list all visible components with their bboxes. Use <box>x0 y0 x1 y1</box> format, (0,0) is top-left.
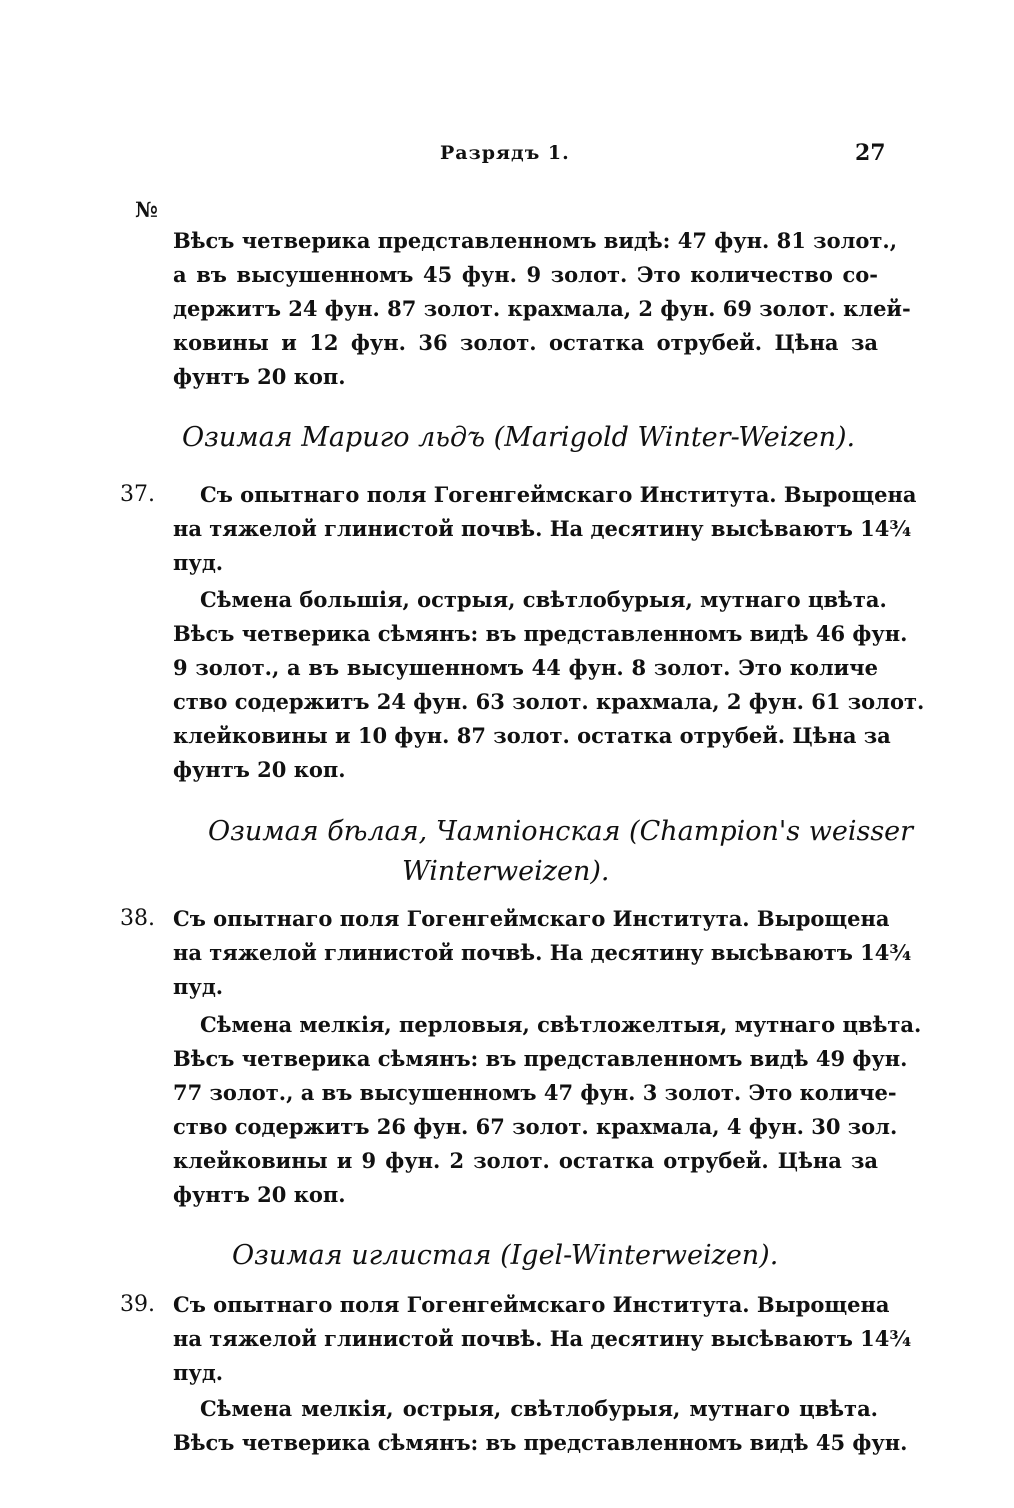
continuation-line: а въ высушенномъ 45 фун. 9 золот. Это количество со- <box>173 262 878 287</box>
section-heading: Озимая иглистая (Igel-Winterweizen). <box>232 1240 779 1271</box>
origin-line: пуд. <box>173 550 224 575</box>
section-heading: Озимая бѣлая, Чампіонская (Champion's weisser <box>208 816 914 847</box>
origin-line: на тяжелой глинистой почвѣ. На десятину высѣваютъ 14¾ <box>173 516 912 541</box>
description-line: Сѣмена мелкія, перловыя, свѣтложелтыя, мутнаго цвѣта. <box>200 1012 922 1037</box>
description-line: Сѣмена большія, острыя, свѣтлобурыя, мутнаго цвѣта. <box>200 587 887 612</box>
origin-line: Съ опытнаго поля Гогенгеймскаго Института. Вырощена <box>173 1292 890 1317</box>
origin-line: на тяжелой глинистой почвѣ. На десятину высѣваютъ 14¾ <box>173 940 912 965</box>
entry-number: 37. <box>120 482 155 507</box>
continuation-line: ковины и 12 фун. 36 золот. остатка отрубей. Цѣна за <box>173 330 878 355</box>
origin-line: пуд. <box>173 1360 224 1385</box>
description-line: 9 золот., а въ высушенномъ 44 фун. 8 золот. Это количе <box>173 655 878 680</box>
description-line: Вѣсъ четверика сѣмянъ: въ представленномъ видѣ 46 фун. <box>173 621 908 646</box>
running-head: Разрядъ 1. <box>440 142 570 164</box>
description-line: фунтъ 20 коп. <box>173 757 346 782</box>
description-line: клейковины и 10 фун. 87 золот. остатка отрубей. Цѣна за <box>173 723 891 748</box>
description-line: Вѣсъ четверика сѣмянъ: въ представленномъ видѣ 45 фун. <box>173 1430 908 1455</box>
continuation-line: держитъ 24 фун. 87 золот. крахмала, 2 фун. 69 золот. клей- <box>173 296 911 321</box>
description-line: ство содержитъ 24 фун. 63 золот. крахмала, 2 фун. 61 золот. <box>173 689 925 714</box>
section-heading: Озимая Мариго льдъ (Marigold Winter-Weizen). <box>182 422 856 453</box>
page-header <box>0 142 1014 172</box>
number-sign: № <box>135 197 158 222</box>
description-line: клейковины и 9 фун. 2 золот. остатка отрубей. Цѣна за <box>173 1148 878 1173</box>
description-line: 77 золот., а въ высушенномъ 47 фун. 3 золот. Это количе- <box>173 1080 897 1105</box>
continuation-line: фунтъ 20 коп. <box>173 364 346 389</box>
page-number: 27 <box>855 140 886 166</box>
entry-number: 38. <box>120 906 155 931</box>
description-line: Сѣмена мелкія, острыя, свѣтлобурыя, мутнаго цвѣта. <box>200 1396 878 1421</box>
section-heading: Winterweizen). <box>402 856 610 887</box>
description-line: фунтъ 20 коп. <box>173 1182 346 1207</box>
description-line: ство содержитъ 26 фун. 67 золот. крахмала, 4 фун. 30 зол. <box>173 1114 898 1139</box>
continuation-line: Вѣсъ четверика представленномъ видѣ: 47 фун. 81 золот., <box>173 228 898 253</box>
origin-line: пуд. <box>173 974 224 999</box>
origin-line: Съ опытнаго поля Гогенгеймскаго Института. Вырощена <box>173 906 890 931</box>
entry-number: 39. <box>120 1292 155 1317</box>
origin-line: на тяжелой глинистой почвѣ. На десятину высѣваютъ 14¾ <box>173 1326 912 1351</box>
origin-line: Съ опытнаго поля Гогенгеймскаго Института. Вырощена <box>200 482 917 507</box>
description-line: Вѣсъ четверика сѣмянъ: въ представленномъ видѣ 49 фун. <box>173 1046 908 1071</box>
